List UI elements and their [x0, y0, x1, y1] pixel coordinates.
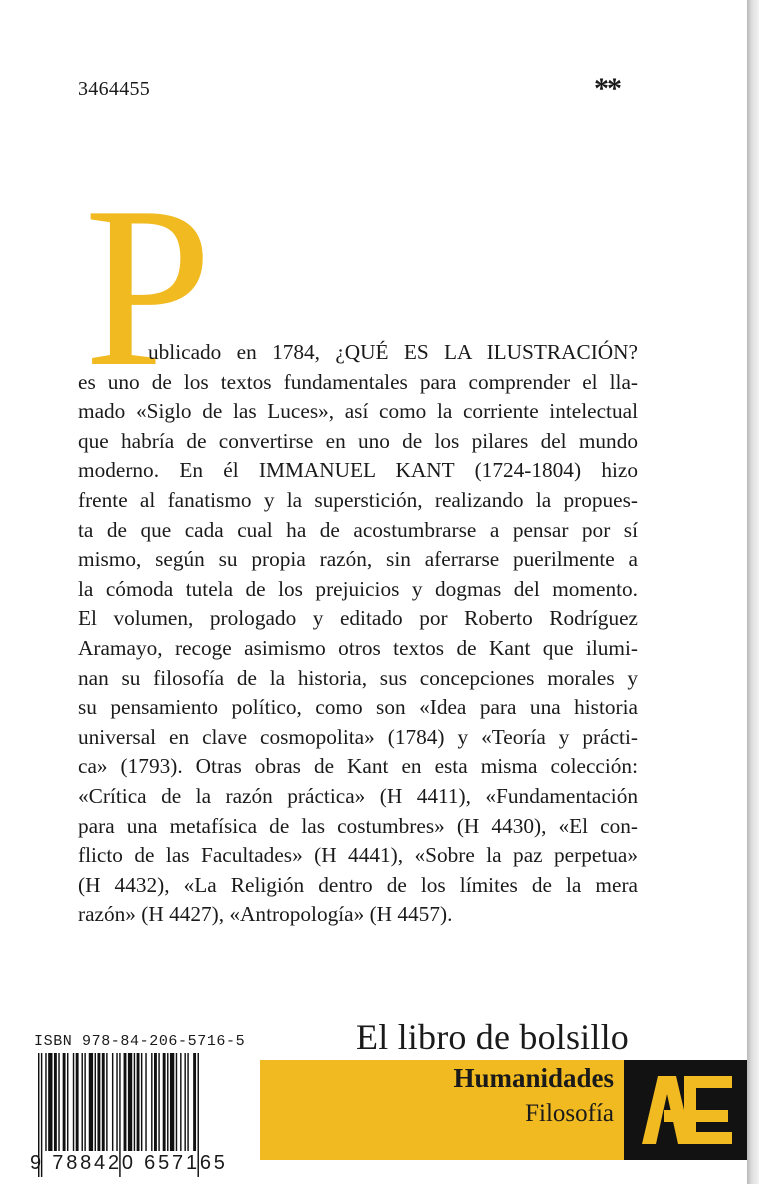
- blurb-line: mismo, según su propia razón, sin aferrarse puerilmente a: [78, 547, 638, 572]
- barcode-digits: 9 788420 657165: [30, 1152, 228, 1174]
- blurb-line: razón» (H 4427), «Antropología» (H 4457).: [78, 902, 453, 927]
- blurb-line: su pensamiento político, como son «Idea para una historia: [78, 695, 638, 720]
- blurb-line: frente al fanatismo y la superstición, realizando la propues-: [78, 487, 638, 512]
- blurb-line: El volumen, prologado y editado por Roberto Rodríguez: [78, 606, 638, 631]
- blurb-line: Aramayo, recoge asimismo otros textos de Kant que ilumi-: [78, 635, 638, 660]
- blurb-line: ca» (1793). Otras obras de Kant en esta misma colección:: [78, 754, 638, 779]
- blurb-line: «Crítica de la razón práctica» (H 4411), «Fundamentación: [78, 783, 638, 808]
- publisher-logo: [624, 1060, 747, 1160]
- series-title: El libro de bolsillo: [356, 1017, 629, 1057]
- subject-name: Filosofía: [525, 1100, 614, 1127]
- blurb-line: universal en clave cosmopolita» (1784) y «Teoría y prácti-: [78, 724, 638, 749]
- blurb-line: mado «Siglo de las Luces», así como la corriente intelectual: [78, 399, 638, 424]
- blurb-line: moderno. En él IMMANUEL KANT (1724-1804) hizo: [78, 458, 638, 483]
- blurb-line: es uno de los textos fundamentales para comprender el lla-: [78, 369, 638, 394]
- difficulty-marks: **: [594, 72, 620, 105]
- page-edge-shadow: [747, 0, 759, 1184]
- blurb-line: la cómoda tutela de los prejuicios y dogmas del momento.: [78, 576, 638, 601]
- alianza-editorial-logo-icon: [624, 1060, 747, 1160]
- blurb-line: para una metafísica de las costumbres» (H 4430), «El con-: [78, 813, 638, 838]
- drop-cap-letter: P: [84, 159, 212, 414]
- collection-name: Humanidades: [453, 1063, 614, 1093]
- blurb-line: ta de que cada cual ha de acostumbrarse a pensar por sí: [78, 517, 638, 542]
- blurb-line: (H 4432), «La Religión dentro de los límites de la mera: [78, 872, 638, 897]
- blurb-line: nan su filosofía de la historia, sus concepciones morales y: [78, 665, 638, 690]
- blurb-line: ublicado en 1784, ¿QUÉ ES LA ILUSTRACIÓN?: [148, 340, 638, 364]
- blurb-line: que habría de convertirse en uno de los pilares del mundo: [78, 428, 638, 453]
- blurb-line: flicto de las Facultades» (H 4441), «Sobre la paz perpetua»: [78, 843, 638, 868]
- isbn-label: ISBN 978-84-206-5716-5: [34, 1033, 246, 1050]
- catalog-number: 3464455: [78, 78, 151, 100]
- blurb-text: [78, 338, 638, 930]
